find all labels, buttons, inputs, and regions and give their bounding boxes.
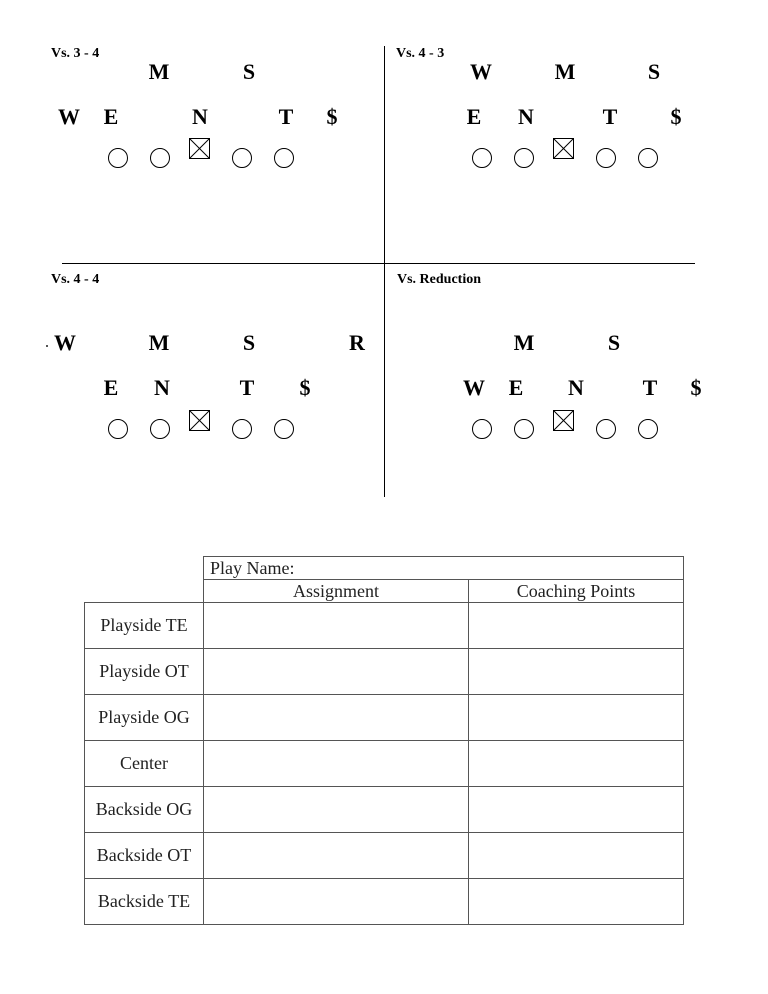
assignment-cell[interactable] — [204, 603, 469, 649]
defender-label: W — [470, 59, 492, 84]
assignment-cell[interactable] — [204, 649, 469, 695]
assignment-table — [84, 556, 684, 925]
coaching-points-cell[interactable] — [469, 787, 684, 833]
table-row — [85, 741, 684, 787]
table-row — [85, 649, 684, 695]
defender-label: S — [607, 330, 621, 355]
lineman-circle — [108, 148, 128, 168]
lineman-circle — [150, 419, 170, 439]
quadrant-title: Vs. 3 - 4 — [51, 46, 100, 61]
row-label: Backside TE — [85, 879, 204, 925]
defender-label: S — [647, 59, 661, 84]
coaching-points-cell[interactable] — [469, 695, 684, 741]
center-box-icon — [553, 138, 574, 159]
defender-label: E — [103, 375, 119, 400]
row-label: Backside OT — [85, 833, 204, 879]
lineman-circle — [514, 148, 534, 168]
assignment-cell[interactable] — [204, 695, 469, 741]
center-box-icon — [189, 138, 210, 159]
defender-label: T — [642, 375, 658, 400]
defender-label: S — [242, 59, 256, 84]
lineman-circle — [472, 148, 492, 168]
defender-label: W — [463, 375, 485, 400]
assignment-cell[interactable] — [204, 879, 469, 925]
lineman-circle — [150, 148, 170, 168]
assignment-cell[interactable] — [204, 833, 469, 879]
defender-label: T — [278, 104, 294, 129]
vertical-divider — [384, 46, 385, 497]
horizontal-divider — [62, 263, 695, 264]
center-box-icon — [553, 410, 574, 431]
defender-label: M — [148, 330, 170, 355]
lineman-circle — [274, 419, 294, 439]
defender-label: W — [54, 330, 76, 355]
defender-label: M — [513, 330, 535, 355]
lineman-circle — [638, 419, 658, 439]
row-label: Playside OG — [85, 695, 204, 741]
defender-label: E — [508, 375, 524, 400]
defender-label: M — [554, 59, 576, 84]
defender-label: S — [242, 330, 256, 355]
lineman-circle — [638, 148, 658, 168]
coaching-points-cell[interactable] — [469, 833, 684, 879]
table-row — [85, 833, 684, 879]
assignment-cell[interactable] — [204, 741, 469, 787]
lineman-circle — [596, 419, 616, 439]
defender-label: $ — [299, 375, 311, 400]
defender-label: T — [602, 104, 618, 129]
play-name-field[interactable]: Play Name: — [204, 557, 684, 580]
defender-label: E — [103, 104, 119, 129]
defender-label: T — [239, 375, 255, 400]
center-box-icon — [189, 410, 210, 431]
column-header-coaching-points: Coaching Points — [469, 580, 684, 603]
quadrant-title: Vs. 4 - 4 — [51, 272, 100, 287]
lineman-circle — [514, 419, 534, 439]
lineman-circle — [274, 148, 294, 168]
assignment-cell[interactable] — [204, 787, 469, 833]
table-row — [85, 695, 684, 741]
defender-label: $ — [670, 104, 682, 129]
defender-label: N — [518, 104, 534, 129]
table-corner-blank — [85, 557, 204, 603]
lineman-circle — [108, 419, 128, 439]
defender-label: E — [466, 104, 482, 129]
row-label: Playside OT — [85, 649, 204, 695]
stray-mark — [46, 345, 48, 347]
lineman-circle — [232, 419, 252, 439]
defender-label: $ — [690, 375, 702, 400]
defender-label: N — [568, 375, 584, 400]
quadrant-title: Vs. 4 - 3 — [396, 46, 445, 61]
coaching-points-cell[interactable] — [469, 649, 684, 695]
lineman-circle — [472, 419, 492, 439]
defender-label: $ — [326, 104, 338, 129]
coaching-points-cell[interactable] — [469, 603, 684, 649]
defender-label: M — [148, 59, 170, 84]
column-header-assignment: Assignment — [204, 580, 469, 603]
defender-label: W — [58, 104, 80, 129]
row-label: Backside OG — [85, 787, 204, 833]
table-row — [85, 603, 684, 649]
lineman-circle — [232, 148, 252, 168]
row-label: Playside TE — [85, 603, 204, 649]
coaching-points-cell[interactable] — [469, 741, 684, 787]
lineman-circle — [596, 148, 616, 168]
defender-label: R — [349, 330, 365, 355]
table-row — [85, 879, 684, 925]
defender-label: N — [154, 375, 170, 400]
table-row — [85, 787, 684, 833]
defender-label: N — [192, 104, 208, 129]
quadrant-title: Vs. Reduction — [397, 272, 482, 287]
coaching-points-cell[interactable] — [469, 879, 684, 925]
row-label: Center — [85, 741, 204, 787]
